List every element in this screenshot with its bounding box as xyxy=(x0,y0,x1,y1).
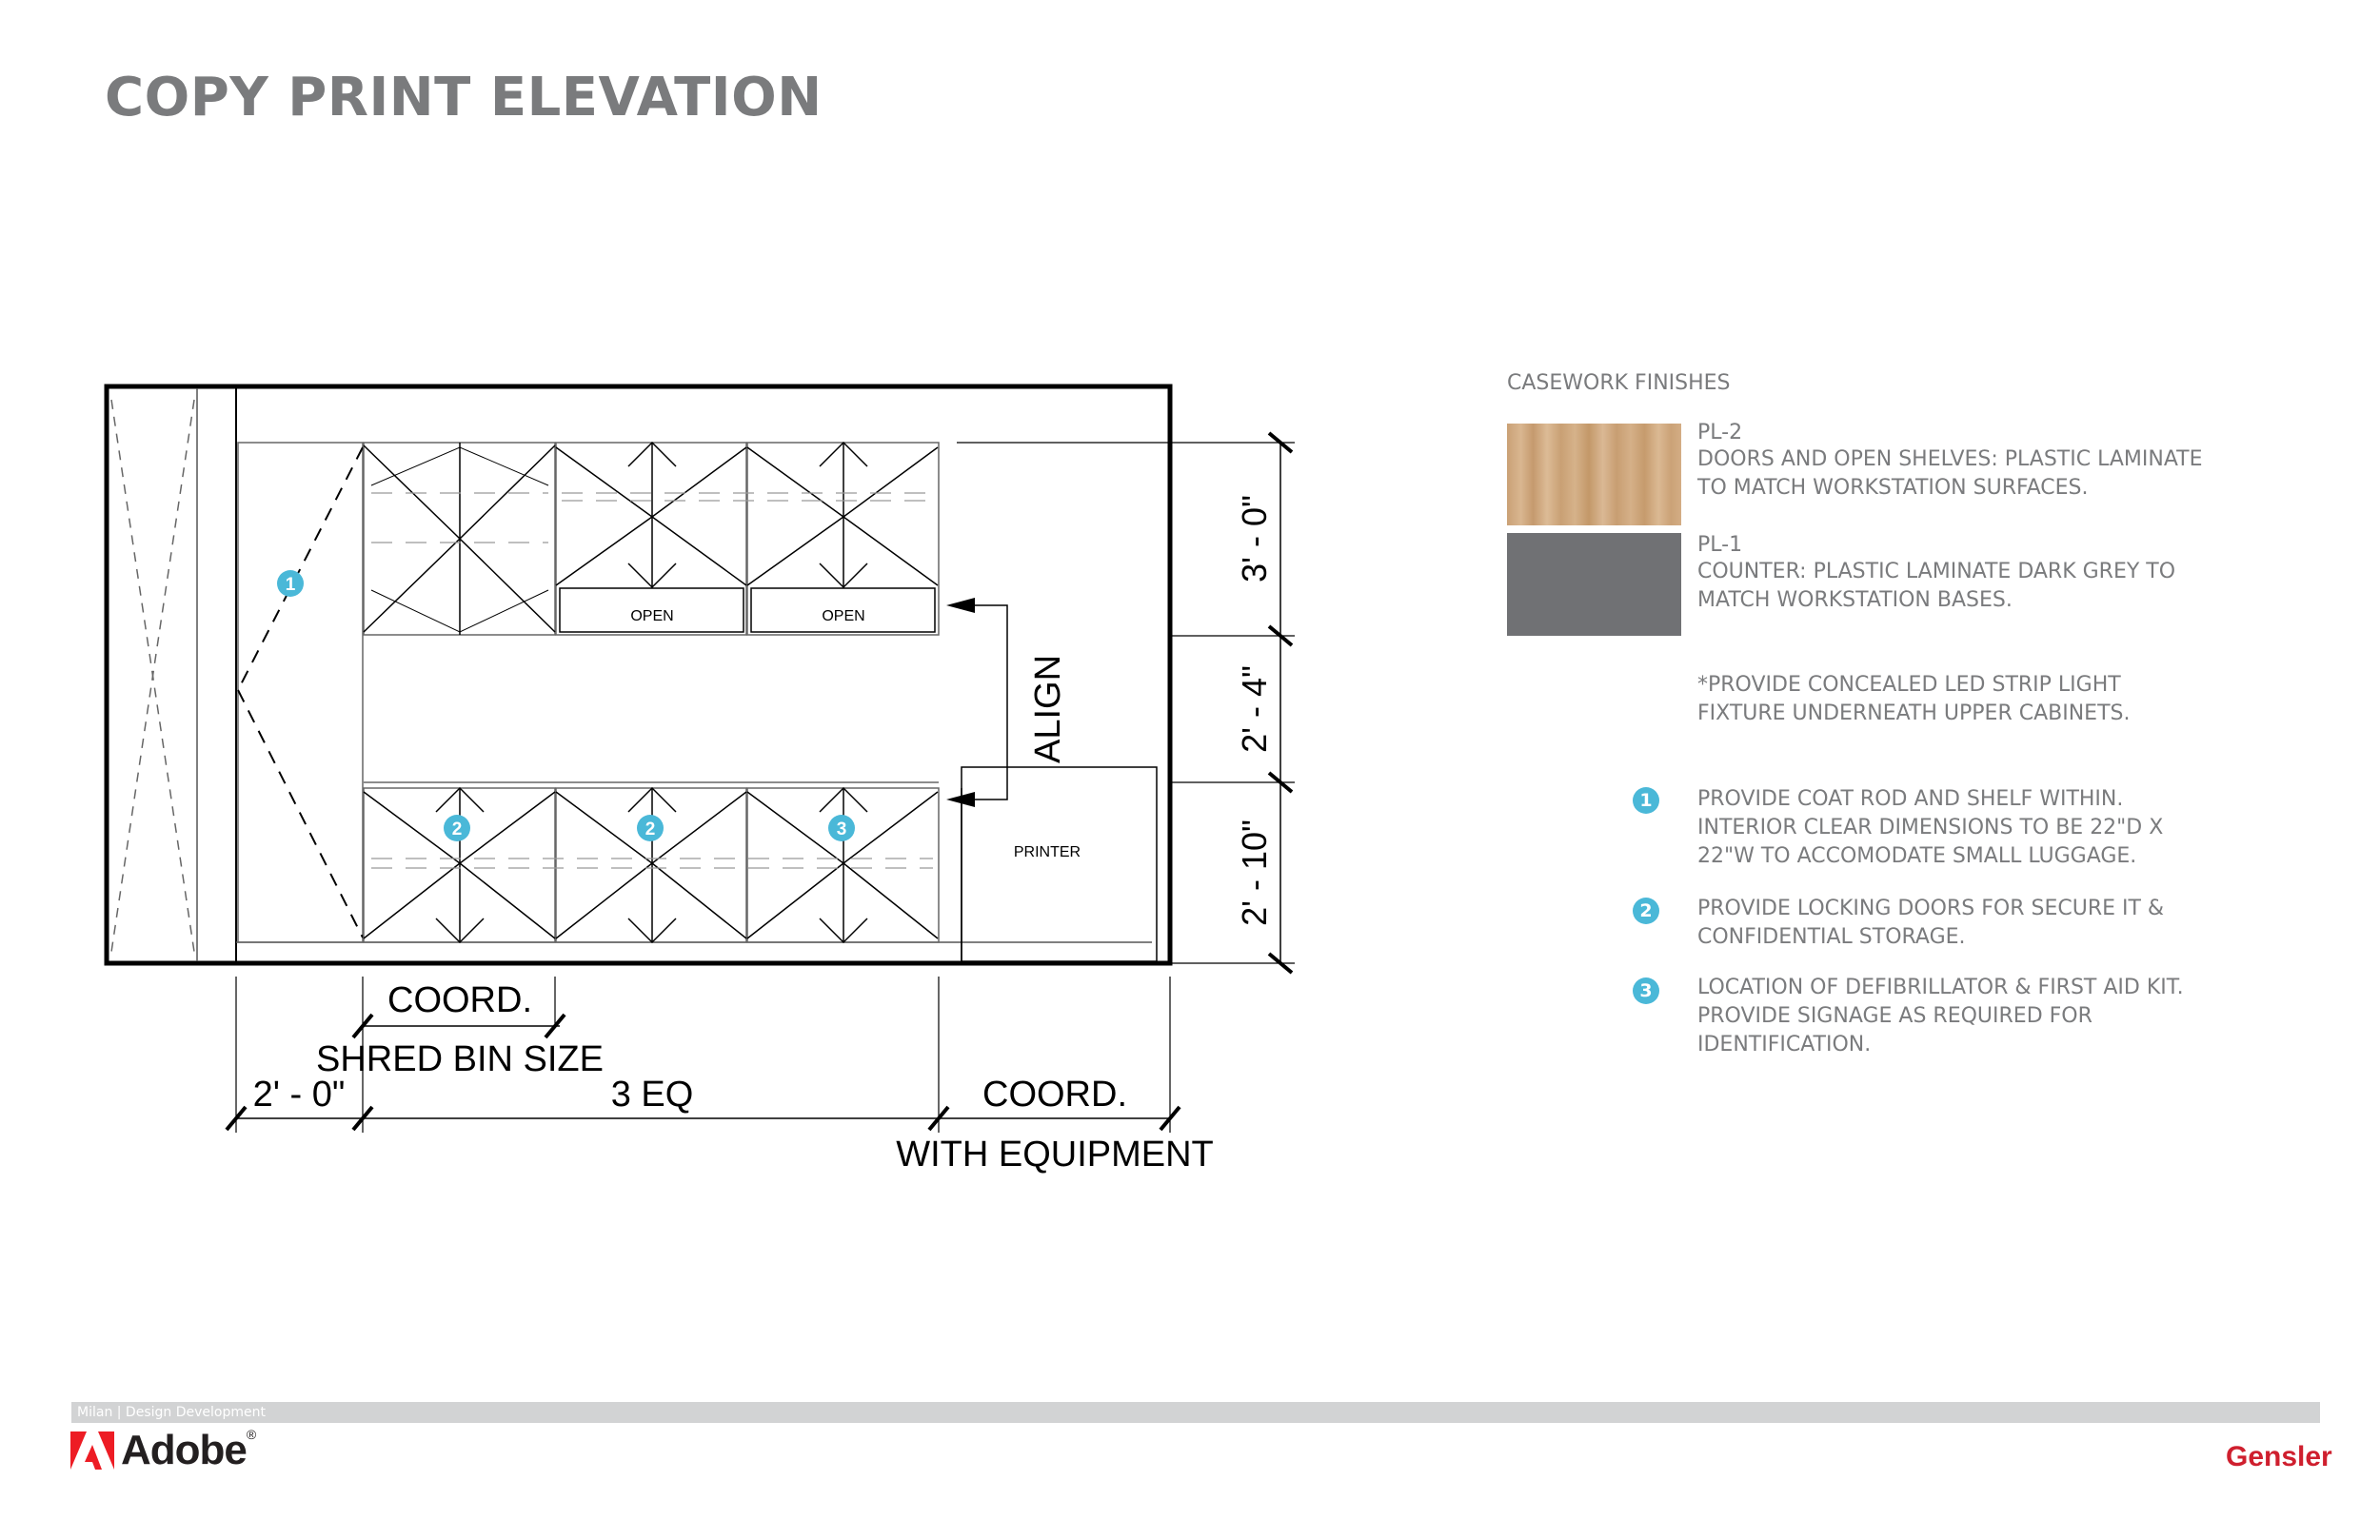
finish-desc-pl2: DOORS AND OPEN SHELVES: PLASTIC LAMINATE TO MATCH WORKSTATION SURFACES. xyxy=(1697,447,2203,500)
dim-bottom-right-2: WITH EQUIPMENT xyxy=(896,1135,1214,1175)
keynote-bullet-3: 3 xyxy=(1633,977,1659,1004)
upper-cabinets xyxy=(364,443,939,635)
keynote-marker-3 xyxy=(828,815,855,841)
svg-text:1: 1 xyxy=(285,575,296,595)
project-label: Milan | Design Development xyxy=(77,1405,266,1420)
footer-bar xyxy=(71,1402,2320,1423)
dim-bottom-left: 2' - 0" xyxy=(252,1075,346,1115)
dim-shred-2: SHRED BIN SIZE xyxy=(316,1039,604,1079)
keynote-bullet-2: 2 xyxy=(1633,898,1659,924)
swatch-pl2 xyxy=(1507,424,1681,525)
dim-middle: 2' - 4" xyxy=(1235,665,1274,753)
svg-text:3: 3 xyxy=(836,819,847,839)
tall-cabinet xyxy=(238,443,363,942)
align-leader xyxy=(952,605,1007,800)
keynote-text-3: LOCATION OF DEFIBRILLATOR & FIRST AID KIT. PROVIDE SIGNAGE AS REQUIRED FOR IDENTIFICATION. xyxy=(1697,976,2184,1056)
keynote-text-1: PROVIDE COAT ROD AND SHELF WITHIN. INTERIOR CLEAR DIMENSIONS TO BE 22"D X 22"W TO ACCOMODATE SMALL LUGGAGE. xyxy=(1697,787,2164,868)
open-shelf-label-1: OPEN xyxy=(630,608,674,624)
keynote-bullet-1: 1 xyxy=(1633,787,1659,814)
adobe-logo-icon xyxy=(70,1431,114,1470)
led-note: *PROVIDE CONCEALED LED STRIP LIGHT FIXTURE UNDERNEATH UPPER CABINETS. xyxy=(1697,673,2131,725)
open-shelf-label-2: OPEN xyxy=(822,608,865,624)
finish-desc-pl1: COUNTER: PLASTIC LAMINATE DARK GREY TO MATCH WORKSTATION BASES. xyxy=(1697,560,2176,612)
dim-lower: 2' - 10" xyxy=(1235,819,1274,926)
finish-code-pl2: PL-2 xyxy=(1697,421,1743,444)
keynote-marker-2a xyxy=(444,815,470,841)
keynote-marker-2b xyxy=(637,815,664,841)
page-title: COPY PRINT ELEVATION xyxy=(105,67,823,128)
firm-logo: Gensler xyxy=(2226,1441,2332,1472)
keynote-marker-1 xyxy=(277,570,304,597)
dim-upper: 3' - 0" xyxy=(1235,495,1274,582)
dim-bottom-right-1: COORD. xyxy=(982,1075,1127,1115)
swatch-pl1 xyxy=(1507,533,1681,636)
svg-text:2: 2 xyxy=(645,819,656,839)
client-logo-text: Adobe® xyxy=(121,1427,256,1473)
wall-frame xyxy=(107,386,1170,963)
dim-shred-1: COORD. xyxy=(387,980,532,1020)
legend-heading: CASEWORK FINISHES xyxy=(1507,371,1731,395)
printer-label: PRINTER xyxy=(1013,844,1081,860)
svg-text:2: 2 xyxy=(451,819,463,839)
dim-bottom-center: 3 EQ xyxy=(610,1075,694,1115)
printer xyxy=(962,767,1157,961)
keynote-text-2: PROVIDE LOCKING DOORS FOR SECURE IT & CONFIDENTIAL STORAGE. xyxy=(1697,897,2165,949)
finish-code-pl1: PL-1 xyxy=(1697,533,1743,557)
align-label: ALIGN xyxy=(1028,654,1068,764)
lower-cabinets xyxy=(364,788,939,942)
